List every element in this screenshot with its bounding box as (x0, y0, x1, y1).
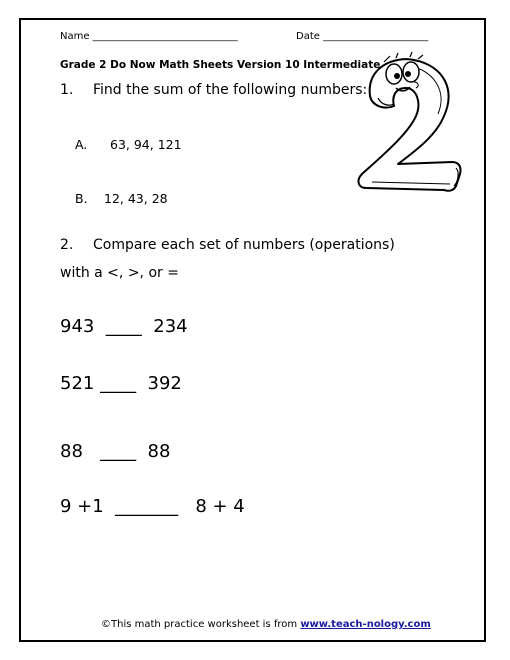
question-1-number: 1. (60, 82, 74, 98)
option-b-value: 12, 43, 28 (104, 191, 168, 206)
question-2-text-line2: with a <, >, or = (60, 265, 179, 281)
option-a-letter: A. (75, 137, 88, 152)
question-2-number: 2. (60, 237, 74, 253)
teach-nology-link[interactable]: www.teach-nology.com (300, 619, 431, 630)
date-field-label: Date _____________________ (296, 31, 429, 42)
question-1-text: Find the sum of the following numbers: (93, 82, 368, 98)
compare-row-1: 943 ____ 234 (60, 316, 188, 337)
footer-text: ©This math practice worksheet is from (101, 619, 301, 630)
compare-row-4: 9 +1 _______ 8 + 4 (60, 496, 245, 517)
cartoon-number-two-icon (352, 52, 472, 194)
compare-row-2: 521 ____ 392 (60, 373, 182, 394)
compare-row-3: 88 ____ 88 (60, 441, 171, 462)
question-2-text: Compare each set of numbers (operations) (93, 237, 395, 253)
option-a-value: 63, 94, 121 (110, 137, 182, 152)
name-field-label: Name _____________________________ (60, 31, 238, 42)
worksheet-title: Grade 2 Do Now Math Sheets Version 10 Intermediate (60, 59, 381, 71)
footer-credit (101, 619, 431, 630)
option-b-letter: B. (75, 191, 88, 206)
